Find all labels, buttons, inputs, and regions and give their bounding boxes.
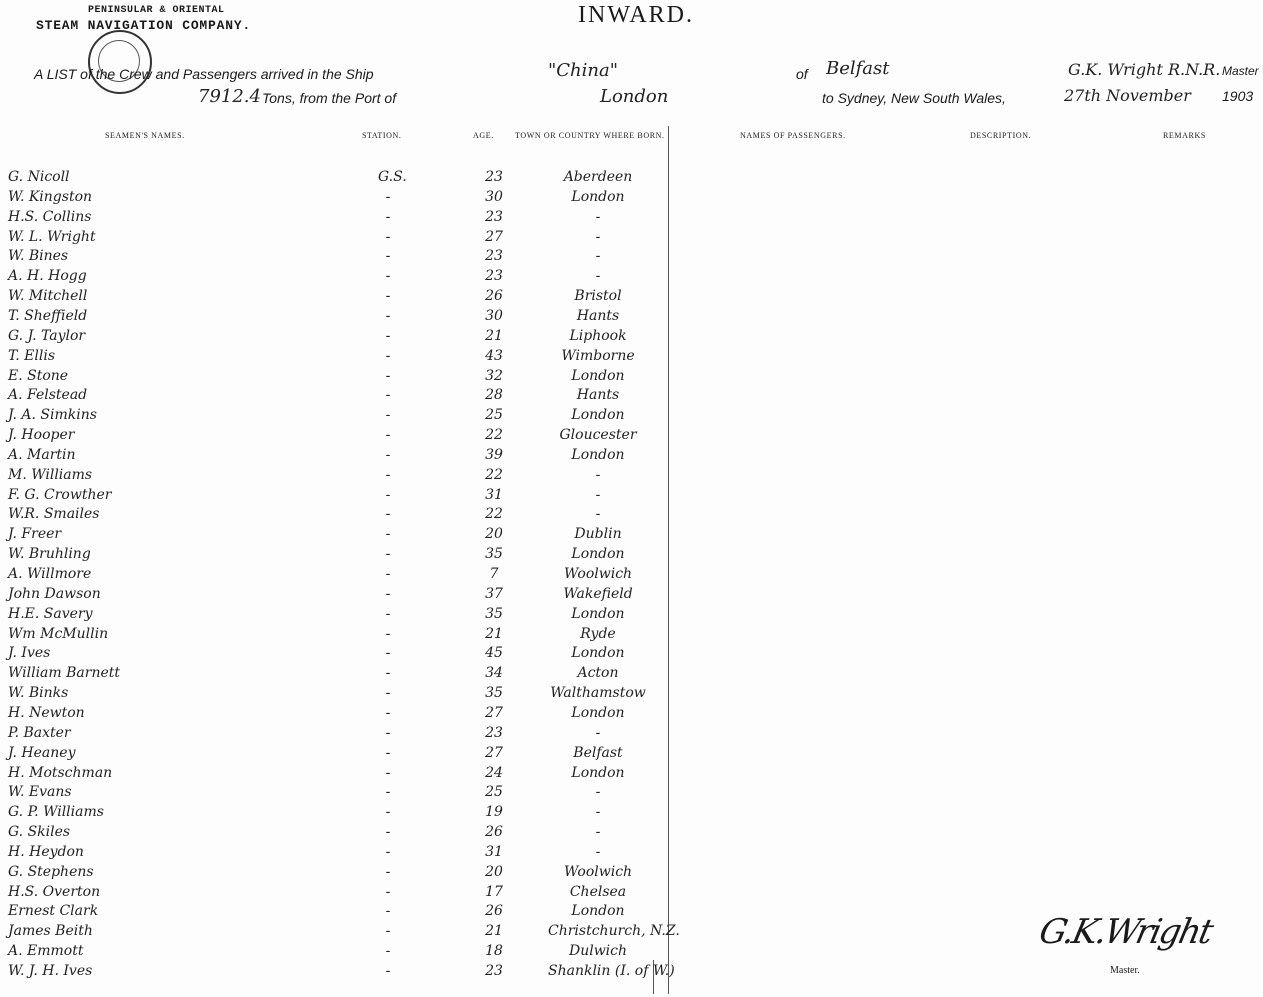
col-age: AGE.: [473, 131, 494, 140]
table-row: [0, 665, 680, 684]
crew-age: 26: [485, 903, 503, 920]
crew-station: -: [385, 824, 391, 841]
crew-age: 7: [489, 566, 499, 582]
table-row: [0, 288, 680, 307]
crew-age: 21: [485, 327, 503, 344]
crew-name: T. Ellis: [8, 347, 56, 364]
crew-name: H.S. Collins: [8, 208, 92, 225]
crew-name: A. Felstead: [8, 387, 88, 404]
table-row: [0, 864, 680, 883]
master-name: G.K. Wright R.N.R.: [1068, 60, 1221, 79]
crew-name: J. Heaney: [8, 744, 76, 761]
crew-age: 35: [485, 546, 503, 563]
crew-birthplace: Chelsea: [569, 883, 627, 900]
crew-station: -: [385, 704, 391, 721]
crew-age: 20: [485, 526, 503, 543]
crew-birthplace: Dulwich: [568, 943, 628, 960]
table-row: [0, 487, 680, 506]
crew-age: 23: [485, 724, 503, 741]
crew-station: -: [385, 446, 391, 463]
crew-name: A. Willmore: [8, 566, 92, 582]
crew-age: 32: [485, 367, 503, 384]
crew-station: -: [385, 625, 391, 642]
crew-birthplace: -: [595, 486, 601, 503]
table-row: [0, 784, 680, 803]
crew-station: -: [385, 963, 391, 979]
crew-birthplace: London: [571, 188, 625, 205]
of-label: of: [796, 66, 808, 82]
crew-age: 37: [485, 585, 503, 602]
crew-age: 20: [485, 863, 503, 880]
crew-name: A. H. Hogg: [8, 268, 87, 285]
arrival-year: 1903: [1222, 88, 1254, 104]
crew-station: -: [385, 268, 391, 285]
crew-birthplace: -: [595, 268, 601, 285]
crew-age: 17: [485, 883, 503, 900]
crew-station: -: [385, 327, 391, 344]
crew-age: 39: [485, 446, 503, 463]
crew-birthplace: -: [595, 843, 601, 860]
crew-station: -: [385, 923, 391, 940]
col-station: STATION.: [362, 131, 402, 140]
crew-birthplace: -: [595, 208, 601, 225]
crew-station: -: [385, 883, 391, 900]
crew-age: 43: [485, 347, 503, 364]
crew-name: T. Sheffield: [8, 307, 88, 324]
table-row: [0, 645, 680, 664]
list-heading-text: A LIST of the Crew and Passengers arrived in the Ship: [34, 66, 374, 82]
ship-name: "China": [548, 60, 619, 81]
crew-station: -: [385, 843, 391, 860]
crew-name: F. G. Crowther: [8, 486, 112, 503]
crew-station: -: [385, 387, 391, 404]
table-row: [0, 884, 680, 903]
table-row: [0, 368, 680, 387]
table-row: [0, 407, 680, 426]
crew-name: H.S. Overton: [8, 883, 101, 900]
table-row: [0, 348, 680, 367]
crew-birthplace: Walthamstow: [550, 685, 646, 702]
crew-name: G. P. Williams: [8, 804, 104, 821]
crew-station: -: [385, 188, 391, 205]
crew-birthplace: Belfast: [573, 744, 623, 761]
crew-station: -: [385, 407, 391, 424]
table-row: [0, 268, 680, 287]
crew-name: A. Emmott: [8, 943, 84, 960]
table-row: [0, 506, 680, 525]
table-row: [0, 308, 680, 327]
table-row: [0, 447, 680, 466]
crew-station: -: [385, 208, 391, 225]
tonnage: 7912.4: [198, 86, 261, 107]
crew-name: H. Newton: [8, 704, 85, 721]
crew-station: -: [385, 665, 391, 682]
table-row: [0, 903, 680, 922]
crew-age: 21: [485, 923, 503, 940]
crew-name: John Dawson: [8, 585, 101, 602]
table-row: [0, 209, 680, 228]
company-name-line1: PENINSULAR & ORIENTAL: [88, 5, 225, 16]
crew-name: W.R. Smailes: [8, 506, 100, 523]
crew-birthplace: London: [571, 546, 625, 563]
crew-age: 27: [485, 744, 503, 761]
table-row: [0, 566, 680, 585]
crew-age: 45: [485, 645, 503, 662]
crew-name: W. Binks: [8, 685, 69, 702]
crew-age: 22: [485, 506, 503, 523]
crew-age: 26: [485, 288, 503, 305]
crew-birthplace: London: [571, 407, 625, 424]
crew-birthplace: Acton: [577, 665, 619, 682]
table-row: [0, 943, 680, 962]
crew-age: 28: [485, 387, 503, 404]
crew-name: J. A. Simkins: [8, 407, 97, 424]
table-row: [0, 586, 680, 605]
crew-birthplace: London: [571, 645, 625, 662]
crew-name: M. Williams: [8, 466, 93, 483]
crew-age: 30: [485, 188, 503, 205]
tons-text: Tons, from the Port of: [262, 90, 397, 106]
crew-station: -: [385, 585, 391, 602]
crew-age: 23: [485, 963, 503, 979]
crew-station: -: [385, 347, 391, 364]
crew-name: Wm McMullin: [8, 625, 109, 642]
crew-birthplace: Hants: [576, 387, 620, 404]
crew-age: 30: [485, 307, 503, 324]
table-row: [0, 725, 680, 744]
crew-station: -: [385, 943, 391, 960]
crew-birthplace: London: [571, 446, 625, 463]
table-row: [0, 765, 680, 784]
table-row: [0, 169, 680, 188]
crew-birthplace: London: [571, 367, 625, 384]
crew-age: 24: [485, 764, 503, 781]
crew-birthplace: Woolwich: [563, 566, 633, 582]
crew-birthplace: -: [595, 804, 601, 821]
table-row: [0, 427, 680, 446]
from-port: London: [600, 86, 669, 107]
crew-name: J. Hooper: [8, 427, 75, 444]
col-description: DESCRIPTION.: [970, 131, 1032, 140]
crew-station: -: [385, 486, 391, 503]
master-label: Master.: [1110, 965, 1140, 976]
crew-age: 25: [485, 784, 503, 801]
crew-station: G.S.: [378, 169, 407, 185]
crew-station: -: [385, 307, 391, 324]
table-row: [0, 804, 680, 823]
crew-age: 25: [485, 407, 503, 424]
crew-name: G. Stephens: [8, 863, 94, 880]
crew-age: 22: [485, 466, 503, 483]
crew-name: H. Motschman: [8, 764, 113, 781]
table-row: [0, 745, 680, 764]
crew-station: -: [385, 863, 391, 880]
crew-station: -: [385, 546, 391, 563]
crew-name: W. L. Wright: [8, 228, 96, 245]
col-remarks: REMARKS: [1163, 131, 1206, 140]
crew-station: -: [385, 427, 391, 444]
port-of-registry: Belfast: [826, 58, 890, 79]
table-row: [0, 844, 680, 863]
company-name-line2: STEAM NAVIGATION COMPANY.: [36, 18, 252, 33]
crew-age: 34: [485, 665, 503, 682]
crew-age: 27: [485, 704, 503, 721]
table-row: [0, 387, 680, 406]
crew-age: 26: [485, 824, 503, 841]
crew-station: -: [385, 685, 391, 702]
crew-age: 35: [485, 605, 503, 622]
crew-name: H.E. Savery: [8, 605, 93, 622]
crew-name: A. Martin: [8, 446, 76, 463]
crew-birthplace: Gloucester: [559, 427, 637, 444]
master-signature: G.K.Wright: [1035, 912, 1216, 952]
crew-birthplace: London: [571, 764, 625, 781]
col-seamen-names: SEAMEN'S NAMES.: [105, 131, 185, 140]
crew-station: -: [385, 764, 391, 781]
table-row: [0, 963, 680, 982]
crew-age: 18: [485, 943, 503, 960]
crew-age: 31: [485, 486, 503, 503]
crew-birthplace: -: [595, 228, 601, 245]
crew-station: -: [385, 804, 391, 821]
crew-station: -: [385, 605, 391, 622]
crew-station: -: [385, 466, 391, 483]
crew-birthplace: London: [571, 903, 625, 920]
table-row: [0, 546, 680, 565]
crew-name: W. Kingston: [8, 188, 93, 205]
crew-name: J. Freer: [8, 526, 62, 543]
crew-birthplace: -: [595, 248, 601, 265]
crew-name: H. Heydon: [8, 843, 84, 860]
crew-birthplace: Liphook: [569, 327, 627, 344]
crew-name: G. Skiles: [8, 824, 71, 841]
crew-birthplace: Wimborne: [561, 347, 635, 364]
crew-name: William Barnett: [8, 665, 121, 682]
crew-age: 21: [485, 625, 503, 642]
crew-name: W. Bines: [8, 248, 69, 265]
crew-age: 19: [485, 804, 503, 821]
crew-name: Ernest Clark: [8, 903, 99, 920]
crew-birthplace: Ryde: [580, 625, 616, 642]
arrival-date: 27th November: [1064, 86, 1191, 105]
table-row: [0, 467, 680, 486]
crew-age: 23: [485, 208, 503, 225]
crew-birthplace: -: [595, 784, 601, 801]
crew-birthplace: London: [571, 704, 625, 721]
crew-name: W. Evans: [8, 784, 72, 801]
table-row: [0, 606, 680, 625]
crew-birthplace: Bristol: [574, 288, 622, 305]
crew-birthplace: -: [595, 506, 601, 523]
crew-birthplace: -: [595, 724, 601, 741]
table-row: [0, 626, 680, 645]
crew-age: 27: [485, 228, 503, 245]
crew-station: -: [385, 367, 391, 384]
crew-birthplace: Christchurch, N.Z.: [548, 923, 680, 940]
crew-station: -: [385, 784, 391, 801]
crew-name: P. Baxter: [8, 724, 71, 741]
page-title: INWARD.: [578, 2, 694, 28]
postmark-stamp: [88, 30, 152, 94]
crew-birthplace: Dublin: [574, 526, 622, 543]
crew-age: 31: [485, 843, 503, 860]
col-town-born: TOWN OR COUNTRY WHERE BORN.: [515, 131, 665, 140]
crew-age: 35: [485, 685, 503, 702]
crew-birthplace: Shanklin (I. of W.): [548, 963, 675, 979]
master-suffix: Master: [1222, 64, 1259, 78]
crew-station: -: [385, 645, 391, 662]
crew-station: -: [385, 903, 391, 920]
crew-age: 23: [485, 169, 503, 185]
crew-station: -: [385, 744, 391, 761]
crew-name: G. Nicoll: [8, 169, 70, 185]
crew-station: -: [385, 506, 391, 523]
crew-name: W. J. H. Ives: [8, 963, 93, 979]
crew-name: James Beith: [8, 923, 93, 940]
table-row: [0, 248, 680, 267]
table-row: [0, 705, 680, 724]
crew-age: 23: [485, 248, 503, 265]
crew-birthplace: Aberdeen: [563, 169, 633, 185]
crew-birthplace: Hants: [576, 307, 620, 324]
table-row: [0, 189, 680, 208]
crew-station: -: [385, 248, 391, 265]
crew-age: 22: [485, 427, 503, 444]
crew-name: W. Bruhling: [8, 546, 91, 563]
crew-birthplace: Woolwich: [563, 863, 633, 880]
table-row: [0, 229, 680, 248]
table-row: [0, 328, 680, 347]
crew-name: E. Stone: [8, 367, 69, 384]
crew-station: -: [385, 566, 391, 582]
crew-name: G. J. Taylor: [8, 327, 86, 344]
col-passenger-names: NAMES OF PASSENGERS.: [740, 131, 846, 140]
crew-name: W. Mitchell: [8, 288, 88, 305]
crew-name: J. Ives: [8, 645, 51, 662]
table-row: [0, 824, 680, 843]
crew-birthplace: London: [571, 605, 625, 622]
crew-station: -: [385, 526, 391, 543]
crew-station: -: [385, 228, 391, 245]
table-row: [0, 526, 680, 545]
table-row: [0, 923, 680, 942]
crew-birthplace: -: [595, 466, 601, 483]
table-row: [0, 685, 680, 704]
crew-station: -: [385, 288, 391, 305]
crew-station: -: [385, 724, 391, 741]
destination-text: to Sydney, New South Wales,: [822, 90, 1006, 106]
crew-age: 23: [485, 268, 503, 285]
crew-birthplace: Wakefield: [563, 585, 633, 602]
crew-birthplace: -: [595, 824, 601, 841]
